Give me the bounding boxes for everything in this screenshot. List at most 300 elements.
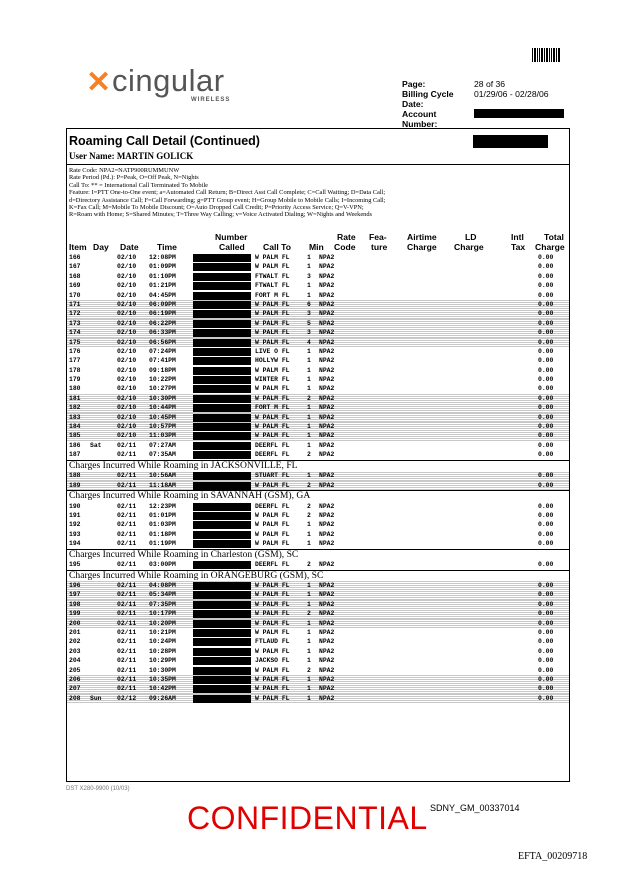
number-called-redaction — [193, 320, 251, 328]
cell-callto: W PALM FL — [255, 511, 290, 519]
cell-rate: NPA2 — [319, 282, 335, 290]
title-redaction — [473, 135, 548, 148]
cell-date: 02/12 — [117, 694, 137, 702]
table-row — [67, 481, 569, 490]
cell-total: 0.00 — [538, 638, 554, 646]
cell-total: 0.00 — [538, 694, 554, 702]
number-called-redaction — [193, 591, 251, 599]
cell-min: 1 — [307, 347, 311, 355]
cell-rate: NPA2 — [319, 300, 335, 308]
cell-item: 174 — [69, 329, 81, 337]
cell-item: 173 — [69, 319, 81, 327]
cell-min: 1 — [307, 263, 311, 271]
cell-min: 2 — [307, 481, 311, 489]
table-row — [67, 502, 569, 511]
cell-callto: W PALM FL — [255, 582, 290, 590]
cell-callto: DEERFL FL — [255, 502, 290, 510]
cell-min: 5 — [307, 319, 311, 327]
cell-item: 197 — [69, 591, 81, 599]
cell-date: 02/11 — [117, 600, 137, 608]
cell-rate: NPA2 — [319, 629, 335, 637]
col-air-top: Airtime — [407, 232, 437, 242]
table-row — [67, 694, 569, 703]
cell-total: 0.00 — [538, 511, 554, 519]
cell-time: 10:28PM — [149, 647, 176, 655]
col-min: Min — [309, 242, 324, 252]
cell-rate: NPA2 — [319, 610, 335, 618]
table-row — [67, 520, 569, 529]
cell-min: 1 — [307, 404, 311, 412]
cell-time: 06:33PM — [149, 329, 176, 337]
account-number-redaction — [474, 109, 564, 118]
table-row — [67, 338, 569, 347]
legend-line: Rate Period (Pd.): P=Peak, O=Off Peak, N=Nights — [69, 174, 199, 182]
number-called-redaction — [193, 376, 251, 384]
cell-time: 01:21PM — [149, 282, 176, 290]
cell-rate: NPA2 — [319, 638, 335, 646]
cell-min: 1 — [307, 540, 311, 548]
cell-date: 02/10 — [117, 376, 137, 384]
cell-callto: W PALM FL — [255, 610, 290, 618]
number-called-redaction — [193, 442, 251, 450]
col-total-top: Total — [544, 232, 564, 242]
col-item: Item — [69, 242, 87, 252]
cell-total: 0.00 — [538, 657, 554, 665]
cell-time: 10:30PM — [149, 666, 176, 674]
number-called-redaction — [193, 423, 251, 431]
cell-item: 187 — [69, 451, 81, 459]
cell-min: 1 — [307, 629, 311, 637]
number-called-redaction — [193, 404, 251, 412]
cell-total: 0.00 — [538, 540, 554, 548]
cell-callto: W PALM FL — [255, 676, 290, 683]
cell-time: 12:23PM — [149, 502, 176, 510]
number-called-redaction — [193, 531, 251, 539]
cell-item: 198 — [69, 600, 81, 608]
number-called-redaction — [193, 561, 251, 569]
cell-date: 02/10 — [117, 282, 137, 290]
cell-time: 11:03PM — [149, 432, 176, 440]
cell-item: 186 — [69, 441, 81, 449]
cell-total: 0.00 — [538, 582, 554, 590]
number-called-redaction — [193, 395, 251, 403]
number-called-redaction — [193, 432, 251, 440]
number-called-redaction — [193, 301, 251, 309]
table-row — [67, 262, 569, 271]
cell-item: 199 — [69, 610, 81, 618]
cell-date: 02/11 — [117, 481, 137, 489]
legend-line: Call To: ** = International Call Terminated To Mobile — [69, 181, 208, 189]
table-row — [67, 647, 569, 656]
table-row — [67, 272, 569, 281]
roaming-section-header: Charges Incurred While Roaming in Charleston (GSM), SC — [67, 549, 569, 561]
number-called-redaction — [193, 521, 251, 529]
number-called-redaction — [193, 620, 251, 628]
cell-time: 01:01PM — [149, 511, 176, 519]
cell-min: 2 — [307, 502, 311, 510]
table-row — [67, 281, 569, 290]
user-name: User Name: MARTIN GOLICK — [69, 151, 194, 161]
cell-date: 02/10 — [117, 347, 137, 355]
cell-item: 166 — [69, 254, 81, 261]
cell-total: 0.00 — [538, 319, 554, 327]
cell-rate: NPA2 — [319, 591, 335, 599]
cell-min: 2 — [307, 451, 311, 459]
cell-rate: NPA2 — [319, 366, 335, 374]
cell-item: 202 — [69, 638, 81, 646]
number-called-redaction — [193, 582, 251, 590]
table-row — [67, 431, 569, 440]
cell-date: 02/10 — [117, 291, 137, 299]
cell-item: 194 — [69, 540, 81, 548]
cell-total: 0.00 — [538, 629, 554, 637]
col-ld-top: LD — [465, 232, 477, 242]
col-rate-top: Rate — [337, 232, 356, 242]
number-called-redaction — [193, 385, 251, 393]
cell-rate: NPA2 — [319, 647, 335, 655]
cycle-label: Billing Cycle Date: — [402, 89, 454, 109]
number-called-redaction — [193, 482, 251, 490]
cell-callto: W PALM FL — [255, 319, 290, 327]
cell-item: 178 — [69, 366, 81, 374]
barcode — [532, 48, 562, 62]
cell-total: 0.00 — [538, 291, 554, 299]
table-row — [67, 628, 569, 637]
col-intl-top: Intl — [511, 232, 524, 242]
cell-time: 10:30PM — [149, 394, 176, 402]
cell-rate: NPA2 — [319, 582, 335, 590]
cell-time: 07:35AM — [149, 451, 176, 459]
cell-rate: NPA2 — [319, 441, 335, 449]
cell-time: 01:18PM — [149, 530, 176, 538]
cell-date: 02/10 — [117, 338, 137, 346]
cell-rate: NPA2 — [319, 511, 335, 519]
col-ld-bot: Charge — [454, 242, 484, 252]
cell-callto: W PALM FL — [255, 521, 290, 529]
cell-date: 02/10 — [117, 272, 137, 280]
cell-time: 07:24PM — [149, 347, 176, 355]
cell-rate: NPA2 — [319, 376, 335, 384]
call-table — [67, 253, 569, 703]
cell-callto: W PALM FL — [255, 413, 290, 421]
cell-date: 02/11 — [117, 676, 137, 683]
cell-callto: W PALM FL — [255, 300, 290, 308]
cell-item: 175 — [69, 338, 81, 346]
table-row — [67, 375, 569, 384]
roaming-detail-panel — [66, 128, 570, 782]
cell-date: 02/11 — [117, 638, 137, 646]
cell-callto: W PALM FL — [255, 394, 290, 402]
number-called-redaction — [193, 610, 251, 618]
cell-total: 0.00 — [538, 394, 554, 402]
cell-total: 0.00 — [538, 376, 554, 384]
cell-rate: NPA2 — [319, 263, 335, 271]
cell-date: 02/11 — [117, 451, 137, 459]
cell-rate: NPA2 — [319, 423, 335, 431]
legend-line: Rate Code: NPA2=NATP900RUMMUNW — [69, 167, 180, 174]
cingular-x-icon: ✕ — [86, 66, 112, 99]
cell-time: 10:22PM — [149, 376, 176, 384]
cell-total: 0.00 — [538, 272, 554, 280]
cell-date: 02/10 — [117, 329, 137, 337]
cell-item: 207 — [69, 685, 81, 693]
cell-time: 07:41PM — [149, 357, 176, 365]
cell-rate: NPA2 — [319, 676, 335, 683]
table-row — [67, 666, 569, 675]
cell-total: 0.00 — [538, 329, 554, 337]
cell-total: 0.00 — [538, 502, 554, 510]
cell-callto: W PALM FL — [255, 591, 290, 599]
col-feat-bot: ture — [371, 242, 388, 252]
cell-total: 0.00 — [538, 530, 554, 538]
cell-rate: NPA2 — [319, 254, 335, 261]
number-called-redaction — [193, 638, 251, 646]
cell-callto: W PALM FL — [255, 540, 290, 548]
cell-date: 02/11 — [117, 441, 137, 449]
cell-time: 10:20PM — [149, 619, 176, 627]
cell-total: 0.00 — [538, 404, 554, 412]
cell-callto: FTWALT FL — [255, 272, 290, 280]
cell-time: 06:09PM — [149, 300, 176, 308]
cell-item: 169 — [69, 282, 81, 290]
cell-item: 190 — [69, 502, 81, 510]
number-called-redaction — [193, 648, 251, 656]
cell-time: 06:56PM — [149, 338, 176, 346]
table-row — [67, 422, 569, 431]
cell-time: 10:27PM — [149, 385, 176, 393]
cell-item: 193 — [69, 530, 81, 538]
cell-callto: FORT M FL — [255, 404, 290, 412]
cell-date: 02/11 — [117, 530, 137, 538]
cell-min: 1 — [307, 521, 311, 529]
cell-time: 10:42PM — [149, 685, 176, 693]
cell-callto: DEERFL FL — [255, 451, 290, 459]
cell-min: 2 — [307, 511, 311, 519]
cell-min: 1 — [307, 600, 311, 608]
cell-time: 12:08PM — [149, 254, 176, 261]
cell-rate: NPA2 — [319, 481, 335, 489]
table-row — [67, 637, 569, 646]
cell-date: 02/10 — [117, 357, 137, 365]
logo-subtext: WIRELESS — [191, 97, 231, 103]
cell-total: 0.00 — [538, 366, 554, 374]
cell-item: 172 — [69, 310, 81, 318]
number-called-redaction — [193, 629, 251, 637]
cell-callto: W PALM FL — [255, 263, 290, 271]
cell-date: 02/10 — [117, 385, 137, 393]
legend-line: R=Roam with Home; S=Shared Minutes; T=Three Way Calling; v=Voice Activated Dialing; W=Nights and Weekends — [69, 211, 373, 219]
cell-callto: W PALM FL — [255, 366, 290, 374]
form-code: DST X280-9900 (10/03) — [66, 786, 130, 792]
cell-rate: NPA2 — [319, 694, 335, 702]
table-row — [67, 356, 569, 365]
cell-item: 182 — [69, 404, 81, 412]
number-called-redaction — [193, 601, 251, 609]
cell-total: 0.00 — [538, 282, 554, 290]
col-air-bot: Charge — [407, 242, 437, 252]
cell-date: 02/10 — [117, 310, 137, 318]
table-row — [67, 684, 569, 693]
col-time: Time — [157, 242, 177, 252]
cell-total: 0.00 — [538, 300, 554, 308]
cell-date: 02/11 — [117, 685, 137, 693]
cell-min: 1 — [307, 619, 311, 627]
cell-callto: W PALM FL — [255, 530, 290, 538]
cell-item: 167 — [69, 263, 81, 271]
confidential-stamp: CONFIDENTIAL — [187, 800, 428, 836]
cell-time: 06:22PM — [149, 319, 176, 327]
number-called-redaction — [193, 273, 251, 281]
cell-callto: W PALM FL — [255, 385, 290, 393]
cell-total: 0.00 — [538, 666, 554, 674]
cell-min: 1 — [307, 413, 311, 421]
table-row — [67, 309, 569, 318]
cell-item: 192 — [69, 521, 81, 529]
number-called-redaction — [193, 282, 251, 290]
cell-item: 196 — [69, 582, 81, 590]
cell-callto: LIVE O FL — [255, 347, 290, 355]
table-row — [67, 253, 569, 262]
cell-total: 0.00 — [538, 521, 554, 529]
table-row — [67, 539, 569, 548]
cell-min: 1 — [307, 591, 311, 599]
roaming-section-header: Charges Incurred While Roaming in ORANGEBURG (GSM), SC — [67, 570, 569, 582]
cell-date: 02/11 — [117, 472, 137, 480]
col-rate-bot: Code — [334, 242, 356, 252]
cell-item: 171 — [69, 300, 81, 308]
cell-item: 184 — [69, 423, 81, 431]
cell-rate: NPA2 — [319, 530, 335, 538]
cell-day: Sun — [90, 694, 102, 702]
cell-min: 1 — [307, 530, 311, 538]
cell-min: 1 — [307, 254, 311, 261]
cell-callto: DEERFL FL — [255, 561, 290, 569]
cell-item: 203 — [69, 647, 81, 655]
cell-rate: NPA2 — [319, 561, 335, 569]
number-called-redaction — [193, 540, 251, 548]
cell-item: 176 — [69, 347, 81, 355]
cell-min: 3 — [307, 272, 311, 280]
cell-total: 0.00 — [538, 263, 554, 271]
number-called-redaction — [193, 367, 251, 375]
cell-min: 1 — [307, 647, 311, 655]
cell-total: 0.00 — [538, 610, 554, 618]
cell-rate: NPA2 — [319, 521, 335, 529]
cell-min: 4 — [307, 338, 311, 346]
cell-date: 02/11 — [117, 666, 137, 674]
table-row — [67, 413, 569, 422]
account-info — [402, 79, 564, 129]
cell-total: 0.00 — [538, 676, 554, 683]
table-row — [67, 291, 569, 300]
cell-callto: JACKSO FL — [255, 657, 290, 665]
cell-min: 1 — [307, 357, 311, 365]
cell-date: 02/10 — [117, 394, 137, 402]
table-row — [67, 656, 569, 665]
cell-callto: FTLAUD FL — [255, 638, 290, 646]
efta-number: EFTA_00209718 — [518, 851, 588, 862]
cell-date: 02/11 — [117, 591, 137, 599]
cell-date: 02/10 — [117, 432, 137, 440]
cell-date: 02/11 — [117, 561, 137, 569]
cell-time: 09:26AM — [149, 694, 176, 702]
cell-item: 208 — [69, 694, 81, 702]
table-row — [67, 300, 569, 309]
cell-date: 02/11 — [117, 511, 137, 519]
col-day: Day — [93, 242, 109, 252]
number-called-redaction — [193, 414, 251, 422]
cell-item: 195 — [69, 561, 81, 569]
cell-min: 1 — [307, 366, 311, 374]
legend-line: K=Fax Call; M=Mobile To Mobile Discount; O=Auto Dropped Call Credit; P=Priority Access Service; Q=V-VPN; — [69, 204, 364, 212]
cell-callto: W PALM FL — [255, 432, 290, 440]
cell-total: 0.00 — [538, 451, 554, 459]
cell-total: 0.00 — [538, 347, 554, 355]
cell-time: 04:08PM — [149, 582, 176, 590]
cell-total: 0.00 — [538, 685, 554, 693]
cell-item: 170 — [69, 291, 81, 299]
cell-item: 189 — [69, 481, 81, 489]
cell-min: 1 — [307, 582, 311, 590]
cell-min: 1 — [307, 441, 311, 449]
cell-rate: NPA2 — [319, 472, 335, 480]
cell-time: 10:56AM — [149, 472, 176, 480]
number-called-redaction — [193, 310, 251, 318]
roaming-section-header: Charges Incurred While Roaming in JACKSONVILLE, FL — [67, 460, 569, 472]
cell-rate: NPA2 — [319, 338, 335, 346]
cell-rate: NPA2 — [319, 685, 335, 693]
cell-item: 204 — [69, 657, 81, 665]
cell-total: 0.00 — [538, 338, 554, 346]
cell-rate: NPA2 — [319, 451, 335, 459]
cell-min: 6 — [307, 300, 311, 308]
cell-time: 10:45PM — [149, 413, 176, 421]
col-total-bot: Charge — [535, 242, 565, 252]
table-row — [67, 590, 569, 599]
cell-date: 02/10 — [117, 404, 137, 412]
number-called-redaction — [193, 263, 251, 271]
cell-total: 0.00 — [538, 413, 554, 421]
cell-callto: W PALM FL — [255, 600, 290, 608]
table-row — [67, 384, 569, 393]
cell-date: 02/10 — [117, 319, 137, 327]
cell-date: 02/11 — [117, 610, 137, 618]
cell-date: 02/11 — [117, 521, 137, 529]
table-row — [67, 511, 569, 520]
cell-min: 1 — [307, 385, 311, 393]
cell-callto: W PALM FL — [255, 666, 290, 674]
table-row — [67, 675, 569, 684]
cell-rate: NPA2 — [319, 404, 335, 412]
number-called-redaction — [193, 503, 251, 511]
table-header — [67, 230, 569, 254]
cell-time: 07:27AM — [149, 441, 176, 449]
cell-time: 09:18PM — [149, 366, 176, 374]
cell-min: 3 — [307, 329, 311, 337]
cell-min: 1 — [307, 291, 311, 299]
cell-min: 1 — [307, 376, 311, 384]
cell-rate: NPA2 — [319, 619, 335, 627]
cell-rate: NPA2 — [319, 413, 335, 421]
cell-callto: STUART FL — [255, 472, 290, 480]
cell-total: 0.00 — [538, 561, 554, 569]
cell-time: 11:18AM — [149, 481, 176, 489]
panel-title: Roaming Call Detail (Continued) — [69, 134, 260, 148]
cell-rate: NPA2 — [319, 385, 335, 393]
table-row — [67, 450, 569, 459]
cell-item: 181 — [69, 394, 81, 402]
cell-callto: W PALM FL — [255, 254, 290, 261]
